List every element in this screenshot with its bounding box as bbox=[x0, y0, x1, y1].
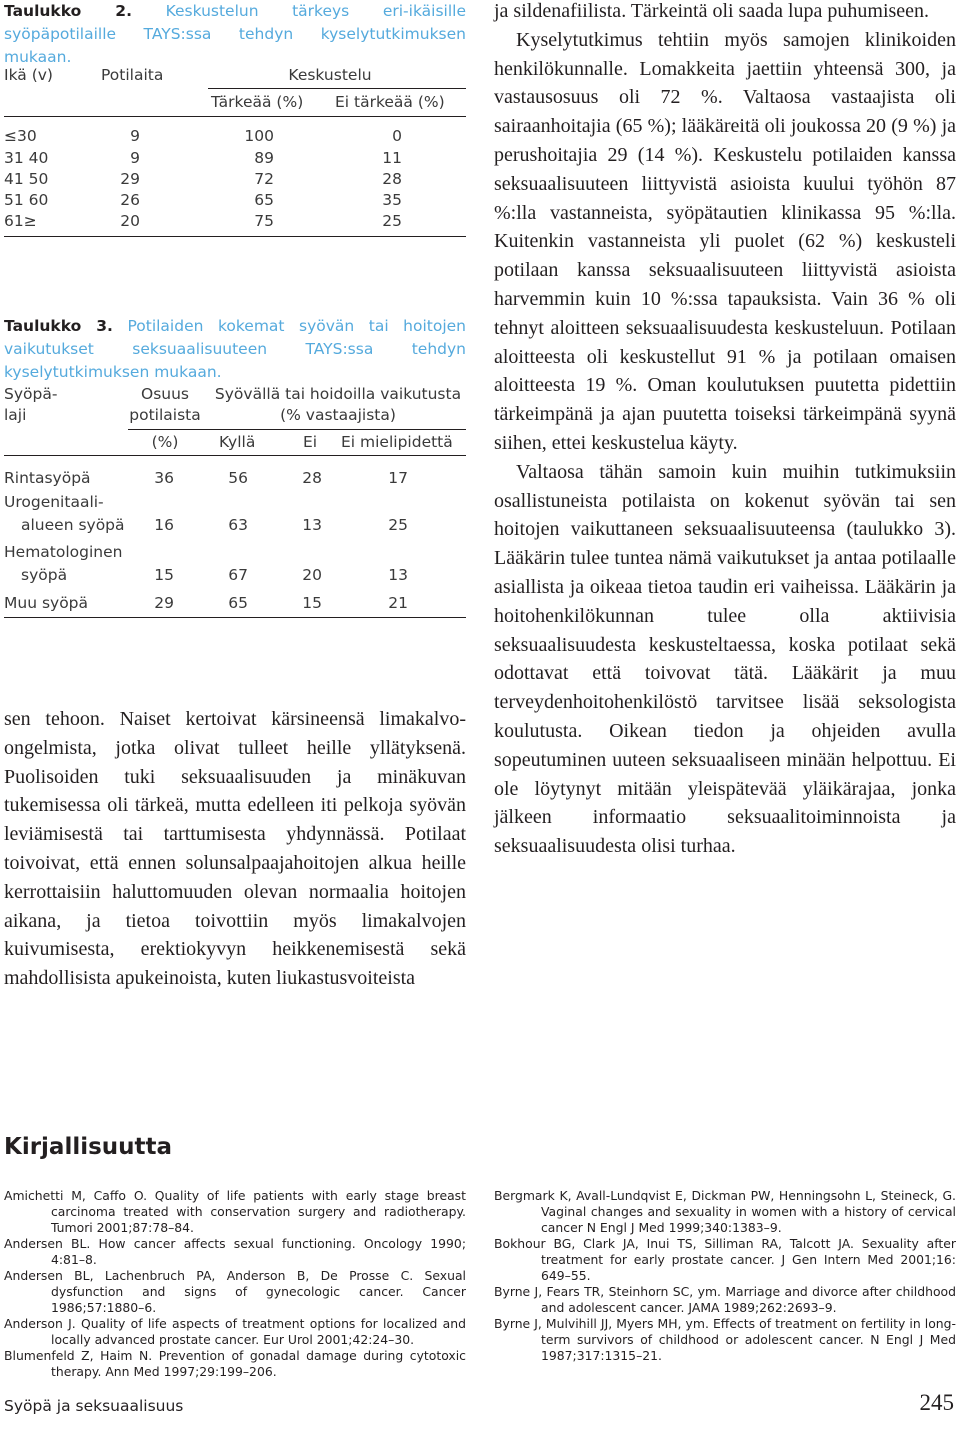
table3-cell-no-opinion: 21 bbox=[388, 594, 408, 612]
table2-header-important: Tärkeää (%) bbox=[211, 93, 304, 111]
table2-cell-not-important: 0 bbox=[392, 127, 402, 145]
body-paragraph: sen tehoon. Naiset kertoivat kärsineensä limakalvo-ongelmista, jotka olivat tulleet heille yllätyksenä. Puolisoiden tuki seksuaalisuuden ja minäkuvan tukemisessa oli tärkeä, mutta edelleen iti pelkoja syövän leviämisestä tai tarttumisesta yhdynnässä. Potilaat toivoivat, että ennen solunsalpaajahoitojen alkua heille kerrottaisiin haluttomuuden olevan normaalia hoitojen aikana, ja tietoa toivottiin myös limakalvojen kuivumisesta, erektiokyvyn heikkenemisestä sekä mahdollisista apukeinoista, kuten liukastusvoiteista bbox=[4, 708, 466, 990]
table3-cell-share: 16 bbox=[154, 516, 174, 534]
table3-header-subrule bbox=[128, 429, 466, 430]
reference-item: Blumenfeld Z, Haim N. Prevention of gonadal damage during cytotoxic therapy. Ann Med 1997;29:199–206. bbox=[4, 1348, 466, 1379]
body-paragraph: Kyselytutkimus tehtiin myös samojen klinikoiden henkilökunnalle. Lomakkeita jaettiin yhteensä 300, ja vastausosuus oli 72 %. Valtaosa vastaajista oli sairaanhoitajia (65 %); lääkäreitä oli joukossa 20 (9 %) ja perushoitajia 29 (14 %). Keskustelu potilaiden kanssa seksuaalisuuteen liittyvistä asioista kuului työhön 87 %:lla vastanneista, syöpätautien klinikassa 95 %:lla. Kuitenkin vastanneista yli puolet (62 %) keskusteli potilaan kanssa seksuaalisuuteen liittyvistä asioista harvemmin kuin 10 %:ssa tapauksista. Vain 36 % oli tehnyt aloitteen seksuaalisuudesta keskusteluun. Potilaan aloitteesta oli keskustellut 91 % ja potilaan omaisen aloitteesta 19 %. Oman koulutuksen puutetta pidettiin tärkeimpänä ja ajan puutetta toiseksi tärkeimpänä syynä siihen, ettei keskustelua käyty. bbox=[494, 28, 956, 454]
table2-cell-important: 100 bbox=[244, 127, 274, 145]
table3-cell-name: Hematologinen bbox=[4, 543, 123, 561]
table3-caption-label: Taulukko 3. bbox=[4, 317, 113, 335]
table2-cell-patients: 9 bbox=[130, 149, 140, 167]
table2-cell-important: 89 bbox=[254, 149, 274, 167]
table3-header-no-opinion: Ei mielipidettä bbox=[341, 433, 453, 451]
reference-item: Byrne J, Mulvihill JJ, Myers MH, ym. Effects of treatment on fertility in long-term survivors of childhood or adolescent cancer. N Engl J Med 1987;317:1315–21. bbox=[494, 1316, 956, 1363]
table3-header-type-2: laji bbox=[4, 406, 27, 424]
table3-bottom-rule bbox=[4, 617, 466, 618]
references-left bbox=[4, 1188, 466, 1380]
table3-cell-share: 29 bbox=[154, 594, 174, 612]
reference-item: Andersen BL, Lachenbruch PA, Anderson B, De Prosse C. Sexual dysfunction and signs of gynecologic cancer. Cancer 1986;57:1880–6. bbox=[4, 1268, 466, 1315]
table2-cell-not-important: 35 bbox=[382, 191, 402, 209]
reference-item: Bokhour BG, Clark JA, Inui TS, Silliman RA, Talcott JA. Sexuality after treatment for early prostate cancer. J Gen Intern Med 2001;16: 649–55. bbox=[494, 1236, 956, 1283]
left-column-text bbox=[4, 705, 466, 993]
page-number: 245 bbox=[919, 1390, 954, 1415]
table3-cell-no: 20 bbox=[302, 566, 322, 584]
references-heading: Kirjallisuutta bbox=[4, 1134, 173, 1160]
table3-cell-name: Rintasyöpä bbox=[4, 469, 91, 487]
table3-header-effect-1: Syövällä tai hoidoilla vaikutusta bbox=[214, 385, 462, 403]
table3-caption-text: Potilaiden kokemat syövän tai hoitojen vaikutukset seksuaalisuuteen TAYS:ssa tehdyn kyselytutkimuksen mukaan. bbox=[4, 317, 467, 381]
table3-cell-name-2: alueen syöpä bbox=[21, 516, 125, 534]
table2-cell-age: ≤30 bbox=[4, 127, 37, 145]
reference-item: Byrne J, Fears TR, Steinhorn SC, ym. Marriage and divorce after childhood and adolescent cancer. JAMA 1989;262:2693–9. bbox=[494, 1284, 956, 1315]
reference-item: Amichetti M, Caffo O. Quality of life patients with early stage breast carcinoma treated with conservation surgery and radiotherapy. Tumori 2001;87:78–84. bbox=[4, 1188, 466, 1235]
right-column-text bbox=[494, 0, 956, 861]
table2-header-not-important: Ei tärkeää (%) bbox=[335, 93, 445, 111]
table2-header-age: Ikä (v) bbox=[4, 66, 53, 84]
reference-item: Andersen BL. How cancer affects sexual functioning. Oncology 1990; 4:81–8. bbox=[4, 1236, 466, 1267]
table3-header-pct: (%) bbox=[151, 433, 179, 451]
table2-header-patients: Potilaita bbox=[101, 66, 164, 84]
table2-cell-age: 31 40 bbox=[4, 149, 49, 167]
table2-cell-not-important: 11 bbox=[382, 149, 402, 167]
table3-cell-no: 28 bbox=[302, 469, 322, 487]
table2-cell-important: 75 bbox=[254, 212, 274, 230]
table3-cell-yes: 56 bbox=[228, 469, 248, 487]
table3-cell-no: 15 bbox=[302, 594, 322, 612]
table3-cell-share: 36 bbox=[154, 469, 174, 487]
table3-header-type-1: Syöpä- bbox=[4, 385, 58, 403]
table3-cell-yes: 65 bbox=[228, 594, 248, 612]
body-paragraph: Valtaosa tähän samoin kuin muihin tutkimuksiin osallistuneista potilaista on kokenut syövän tai sen hoitojen vaikuttaneen seksuaalisuuteensa (taulukko 3). Lääkärin tulee tuntea nämä vaikutukset ja antaa potilaalle asiallista ja oikeaa tietoa taudin eri vaiheissa. Lääkärin ja hoitohenkilökunnan tulee olla aktiivisia seksuaalisuudesta keskusteltaessa, koska potilaat sekä odottavat että toivovat tätä. Lääkärit ja muu terveydenhoitohenkilöstö tarvitsee lisää seksologista koulutusta. Oikean tiedon ja ohjeiden avulla sopeutuminen uuteen seksuaaliseen minään helpottuu. Ei ole löytynyt mitään yleispätevää yläikärajaa, jonka jälkeen informaatio seksuaalitoiminnoista ja seksuaalisuudesta olisi turhaa. bbox=[494, 460, 956, 858]
table3-header-share-2: potilaista bbox=[129, 406, 201, 424]
table2-cell-not-important: 25 bbox=[382, 212, 402, 230]
table2-caption-text: Keskustelun tärkeys eri-ikäisille syöpäpotilaille TAYS:ssa tehdyn kyselytutkimuksen mukaan. bbox=[4, 2, 466, 66]
table3-cell-no-opinion: 25 bbox=[388, 516, 408, 534]
table3-header-share-1: Osuus bbox=[141, 385, 189, 403]
table3-cell-no-opinion: 13 bbox=[388, 566, 408, 584]
table3-header-effect-2: (% vastaajista) bbox=[280, 406, 396, 424]
table2-header-discussion: Keskustelu bbox=[288, 66, 372, 84]
table3-cell-share: 15 bbox=[154, 566, 174, 584]
table3-cell-name: Muu syöpä bbox=[4, 594, 89, 612]
references-right bbox=[494, 1188, 956, 1364]
table3-header-rule bbox=[4, 455, 466, 456]
table3-cell-yes: 67 bbox=[228, 566, 248, 584]
table3-cell-no: 13 bbox=[302, 516, 322, 534]
table2-cell-important: 72 bbox=[254, 170, 274, 188]
table2-cell-patients: 26 bbox=[120, 191, 140, 209]
table2-cell-patients: 29 bbox=[120, 170, 140, 188]
table2-caption-label: Taulukko 2. bbox=[4, 2, 132, 20]
table3-cell-yes: 63 bbox=[228, 516, 248, 534]
table3-cell-name: Urogenitaali- bbox=[4, 493, 104, 511]
table2-cell-patients: 9 bbox=[130, 127, 140, 145]
table3-header-no: Ei bbox=[303, 433, 318, 451]
table2-cell-age: 61≥ bbox=[4, 212, 37, 230]
table2-cell-age: 41 50 bbox=[4, 170, 49, 188]
table2-cell-age: 51 60 bbox=[4, 191, 49, 209]
table2-cell-patients: 20 bbox=[120, 212, 140, 230]
body-paragraph: ja sildenafiilista. Tärkeintä oli saada lupa puhumiseen. bbox=[494, 0, 930, 22]
table2-cell-important: 65 bbox=[254, 191, 274, 209]
table3 bbox=[0, 0, 470, 620]
table3-header-yes: Kyllä bbox=[219, 433, 256, 451]
table3-cell-name-2: syöpä bbox=[21, 566, 68, 584]
reference-item: Anderson J. Quality of life aspects of treatment options for localized and locally advanced prostate cancer. Eur Urol 2001;42:24–30. bbox=[4, 1316, 466, 1347]
footer-journal-title: Syöpä ja seksuaalisuus bbox=[4, 1397, 184, 1415]
table2-cell-not-important: 28 bbox=[382, 170, 402, 188]
reference-item: Bergmark K, Avall-Lundqvist E, Dickman PW, Henningsohn L, Steineck, G. Vaginal changes and sexuality in women with a history of cervical cancer N Engl J Med 1999;340:1383–9. bbox=[494, 1188, 956, 1235]
table3-cell-no-opinion: 17 bbox=[388, 469, 408, 487]
